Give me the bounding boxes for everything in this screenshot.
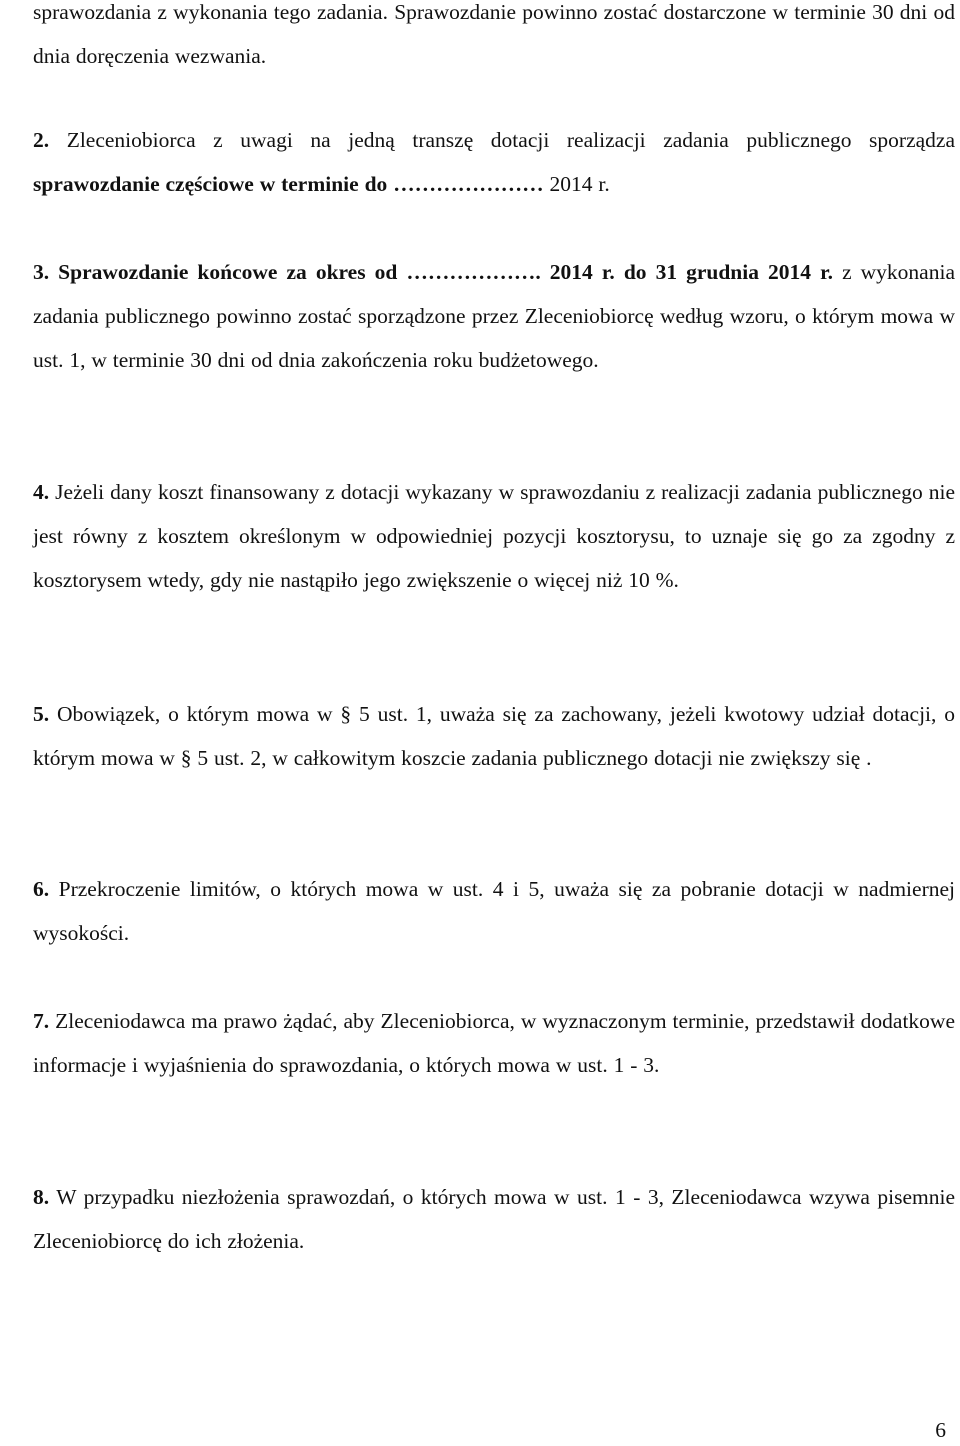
paragraph-text: Obowiązek, o którym mowa w § 5 ust. 1, uważa się za zachowany, jeżeli kwotowy udział dotacji, o którym mowa w § 5 ust. 2, w całkowitym koszcie zadania publicznego dotacji nie zwiększy się . bbox=[33, 702, 955, 770]
paragraph-number: 7. bbox=[33, 1009, 50, 1033]
paragraph-number: 5. bbox=[33, 702, 50, 726]
paragraph-number: 4. bbox=[33, 480, 50, 504]
paragraph-5 bbox=[33, 692, 955, 780]
paragraph-text-end: 2014 r. bbox=[549, 172, 610, 196]
paragraph-text: Zleceniodawca ma prawo żądać, aby Zleceniobiorca, w wyznaczonym terminie, przedstawił dodatkowe informacje i wyjaśnienia do sprawozdania, o których mowa w ust. 1 - 3. bbox=[33, 1009, 955, 1077]
paragraph-6 bbox=[33, 867, 955, 955]
paragraph-4 bbox=[33, 470, 955, 602]
paragraph-text: Przekroczenie limitów, o których mowa w ust. 4 i 5, uważa się za pobranie dotacji w nadmiernej wysokości. bbox=[33, 877, 955, 945]
paragraph-number: 8. bbox=[33, 1185, 50, 1209]
paragraph-text: W przypadku niezłożenia sprawozdań, o których mowa w ust. 1 - 3, Zleceniodawca wzywa pisemnie Zleceniobiorcę do ich złożenia. bbox=[33, 1185, 955, 1253]
paragraph-number: 6. bbox=[33, 877, 50, 901]
paragraph-8 bbox=[33, 1175, 955, 1263]
paragraph-text: z wykonania zadania publicznego powinno zostać sporządzone przez Zleceniobiorcę według wzoru, o którym mowa w ust. 1, w terminie 30 dni od dnia zakończenia roku budżetowego. bbox=[33, 260, 955, 372]
page-number: 6 bbox=[935, 1418, 946, 1442]
paragraph-number: 2. bbox=[33, 128, 50, 152]
paragraph-3 bbox=[33, 250, 955, 382]
paragraph-text: sprawozdania z wykonania tego zadania. Sprawozdanie powinno zostać dostarczone w terminie 30 dni od dnia doręczenia wezwania. bbox=[33, 0, 955, 68]
paragraph-bold-text: sprawozdanie częściowe w terminie do ………………… bbox=[33, 172, 550, 196]
paragraph-7 bbox=[33, 999, 955, 1087]
paragraph-number: 3. bbox=[33, 260, 50, 284]
paragraph-text: Zleceniobiorca z uwagi na jedną transzę dotacji realizacji zadania publicznego sporządza bbox=[49, 128, 955, 152]
paragraph-bold-text: Sprawozdanie końcowe za okres od ………………. 2014 r. do 31 grudnia 2014 r. bbox=[49, 260, 834, 284]
paragraph-text: Jeżeli dany koszt finansowany z dotacji wykazany w sprawozdaniu z realizacji zadania publicznego nie jest równy z kosztem określonym w odpowiedniej pozycji kosztorysu, to uznaje się go za zgodny z kosztorysem wtedy, gdy nie nastąpiło jego zwiększenie o więcej niż 10 %. bbox=[33, 480, 955, 592]
paragraph-continued bbox=[33, 0, 955, 78]
paragraph-2 bbox=[33, 118, 955, 206]
